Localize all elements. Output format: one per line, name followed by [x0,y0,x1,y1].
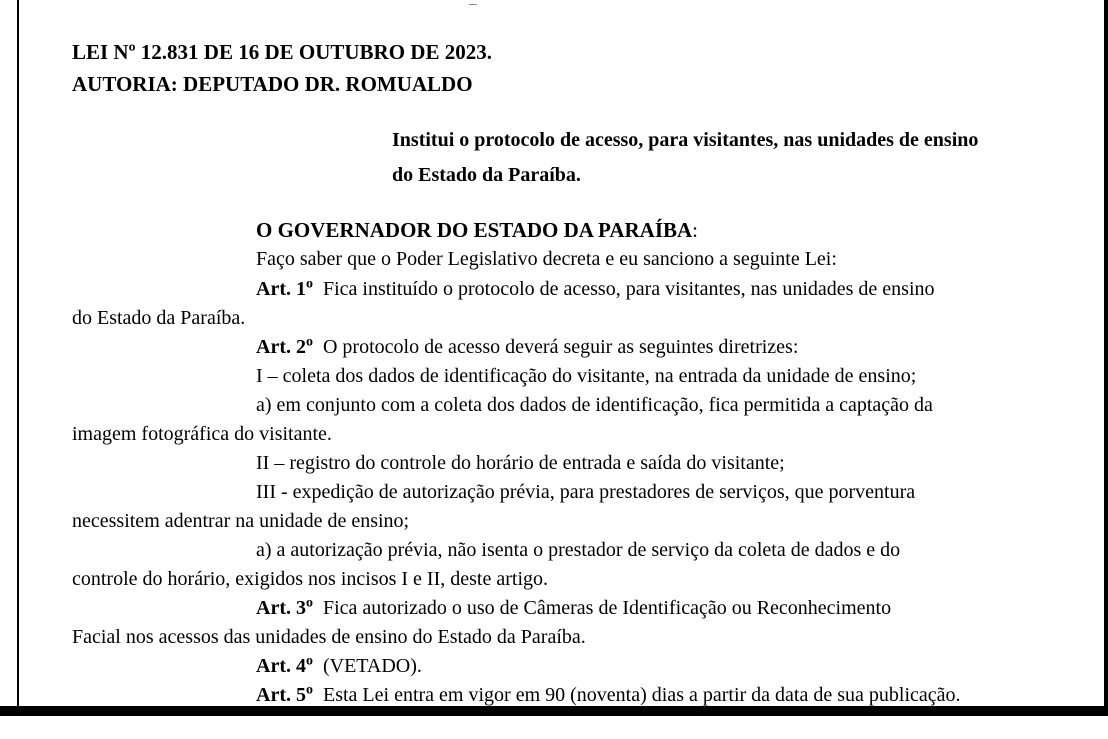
article-2-inciso-2: II – registro do controle do horário de entrada e saída do visitante; [256,452,785,474]
law-title: LEI Nº 12.831 DE 16 DE OUTUBRO DE 2023. [72,40,492,64]
article-2-text: O protocolo de acesso deverá seguir as seguintes diretrizes: [322,336,799,358]
article-4-label: Art. 4$^o$ [256,653,313,677]
ementa-line-1: Institui o protocolo de acesso, para visitantes, nas unidades de ensino [392,129,979,151]
article-1-label: Art. 1$^o$ [256,276,313,300]
article-2 [256,335,798,359]
article-1 [256,277,935,301]
page-border-right [1104,0,1108,710]
article-1-continuation: do Estado da Paraíba. [72,307,246,329]
governor-heading [256,218,698,242]
article-2-inciso-1-alinea-a-continuation: imagem fotográfica do visitante. [72,423,332,445]
article-3 [256,596,891,620]
governor-title: O GOVERNADOR DO ESTADO DA PARAÍBA [256,218,693,242]
article-3-label: Art. 3$^o$ [256,595,313,619]
article-2-inciso-3-alinea-a: a) a autorização prévia, não isenta o prestador de serviço da coleta de dados e do [256,539,901,561]
article-2-inciso-1: I – coleta dos dados de identificação do visitante, na entrada da unidade de ensino; [256,365,917,387]
law-authorship: AUTORIA: DEPUTADO DR. ROMUALDO [72,72,473,96]
article-2-inciso-3-alinea-a-continuation: controle do horário, exigidos nos incisos I e II, deste artigo. [72,568,548,590]
article-1-text: Fica instituído o protocolo de acesso, para visitantes, nas unidades de ensino [322,278,935,300]
decree-line: Faço saber que o Poder Legislativo decreta e eu sanciono a seguinte Lei: [256,248,837,270]
article-3-continuation: Facial nos acessos das unidades de ensino do Estado da Paraíba. [72,626,586,648]
ementa-line-2: do Estado da Paraíba. [392,164,581,186]
article-2-inciso-3-continuation: necessitem adentrar na unidade de ensino; [72,510,410,532]
article-4 [256,654,422,678]
article-5 [256,683,961,706]
article-4-text: (VETADO). [322,655,422,677]
governor-colon: : [692,218,699,242]
article-2-inciso-1-alinea-a: a) em conjunto com a coleta dos dados de identificação, fica permitida a captação da [256,394,933,416]
article-2-inciso-3: III - expedição de autorização prévia, para prestadores de serviços, que porventura [256,481,916,503]
article-5-text: Esta Lei entra em vigor em 90 (noventa) dias a partir da data de sua publicação. [322,684,961,706]
article-3-text: Fica autorizado o uso de Câmeras de Identificação ou Reconhecimento [322,597,892,619]
article-5-label: Art. 5$^o$ [256,682,313,706]
page-border-bottom [0,706,1108,716]
article-2-label: Art. 2$^o$ [256,334,313,358]
page-border-left [17,0,19,710]
